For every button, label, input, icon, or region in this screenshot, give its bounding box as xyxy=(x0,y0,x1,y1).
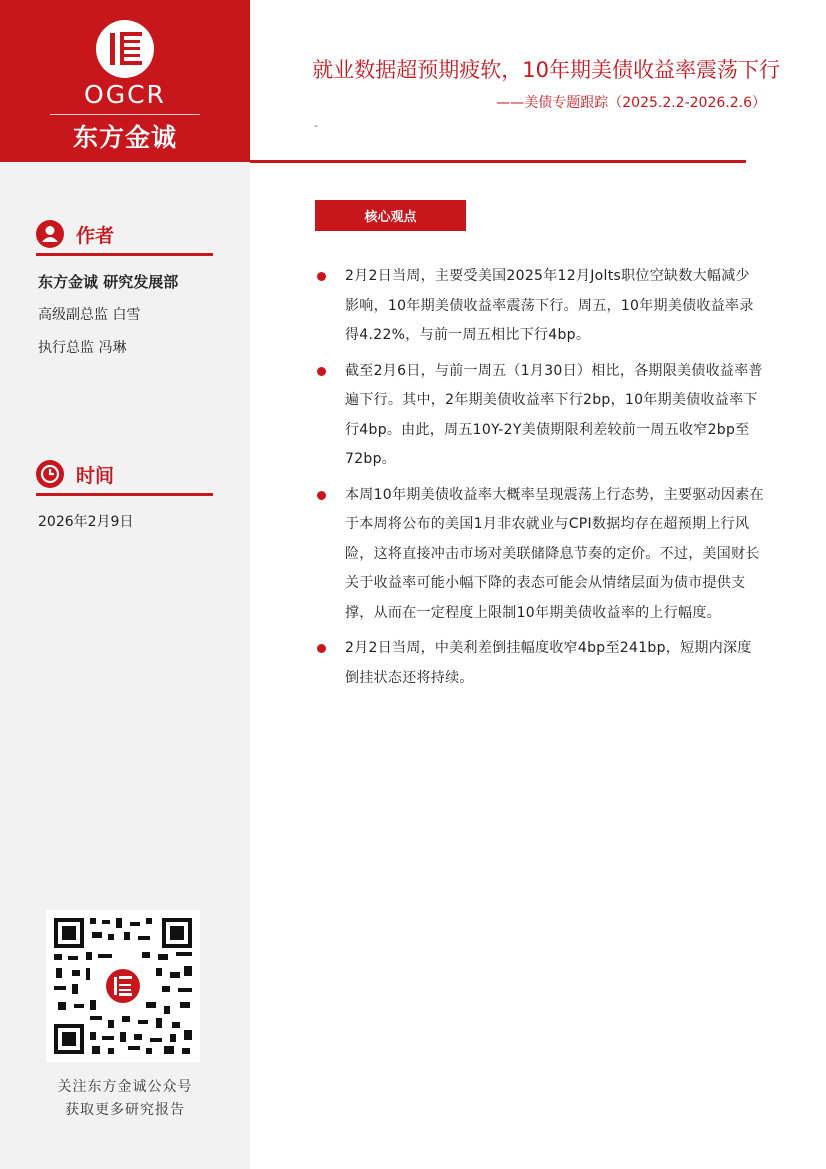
bullet-dot-icon xyxy=(317,367,326,376)
author-person: 执行总监 冯琳 xyxy=(38,340,127,356)
time-section-rule xyxy=(36,493,213,496)
time-section-label: 时间 xyxy=(76,465,115,487)
header-rule xyxy=(250,160,746,163)
time-section-header xyxy=(36,460,214,490)
brand-divider xyxy=(50,114,200,115)
logo-icon xyxy=(96,20,154,78)
bullet-text: 2月2日当周，中美利差倒挂幅度收窄4bp至241bp，短期内深度倒挂状态还将持续。 xyxy=(345,640,752,686)
core-viewpoint-tag: 核心观点 xyxy=(315,200,466,231)
report-subtitle: ——美债专题跟踪（2025.2.2-2026.2.6） xyxy=(496,95,766,111)
clock-icon xyxy=(36,460,64,488)
author-section-rule xyxy=(36,253,213,256)
bullet-text: 2月2日当周，主要受美国2025年12月Jolts职位空缺数大幅减少影响，10年期美债收益率震荡下行。周五，10年期美债收益率录得4.22%，与前一周五相比下行4bp。 xyxy=(345,268,754,343)
author-section-label: 作者 xyxy=(76,225,115,247)
author-section-header xyxy=(36,220,214,250)
bullet-dot-icon xyxy=(317,644,326,653)
brand-name-en: OGCR xyxy=(84,80,166,109)
bullet-list xyxy=(314,262,764,699)
qr-caption-line: 获取更多研究报告 xyxy=(65,1102,185,1118)
brand-name-cn: 东方金诚 xyxy=(72,123,177,152)
author-person: 高级副总监 白雪 xyxy=(38,307,141,323)
small-mark: - xyxy=(314,121,318,132)
brand-block xyxy=(0,0,250,162)
author-org: 东方金诚 研究发展部 xyxy=(38,273,179,291)
list-item xyxy=(314,357,764,475)
list-item xyxy=(314,634,764,693)
bullet-text: 本周10年期美债收益率大概率呈现震荡上行态势，主要驱动因素在于本周将公布的美国1月非农就业与CPI数据均存在超预期上行风险，这将直接冲击市场对美联储降息节奏的定价。不过，美国财长关于收益率可能小幅下降的表态可能会从情绪层面为债市提供支撑，从而在一定程度上限制10年期美债收益率的上行幅度。 xyxy=(345,486,764,621)
list-item xyxy=(314,481,764,629)
qr-caption-line: 关注东方金诚公众号 xyxy=(57,1079,193,1095)
list-item xyxy=(314,262,764,351)
person-icon xyxy=(36,220,64,248)
qr-code xyxy=(46,910,200,1062)
bullet-dot-icon xyxy=(317,272,326,281)
bullet-dot-icon xyxy=(317,491,326,500)
report-date: 2026年2月9日 xyxy=(38,514,134,530)
bullet-text: 截至2月6日，与前一周五（1月30日）相比，各期限美债收益率普遍下行。其中，2年期美债收益率下行2bp，10年期美债收益率下行4bp。由此，周五10Y-2Y美债期限利差较前一周五收窄2bp至72bp。 xyxy=(345,362,763,467)
report-title: 就业数据超预期疲软，10年期美债收益率震荡下行 xyxy=(312,58,780,82)
